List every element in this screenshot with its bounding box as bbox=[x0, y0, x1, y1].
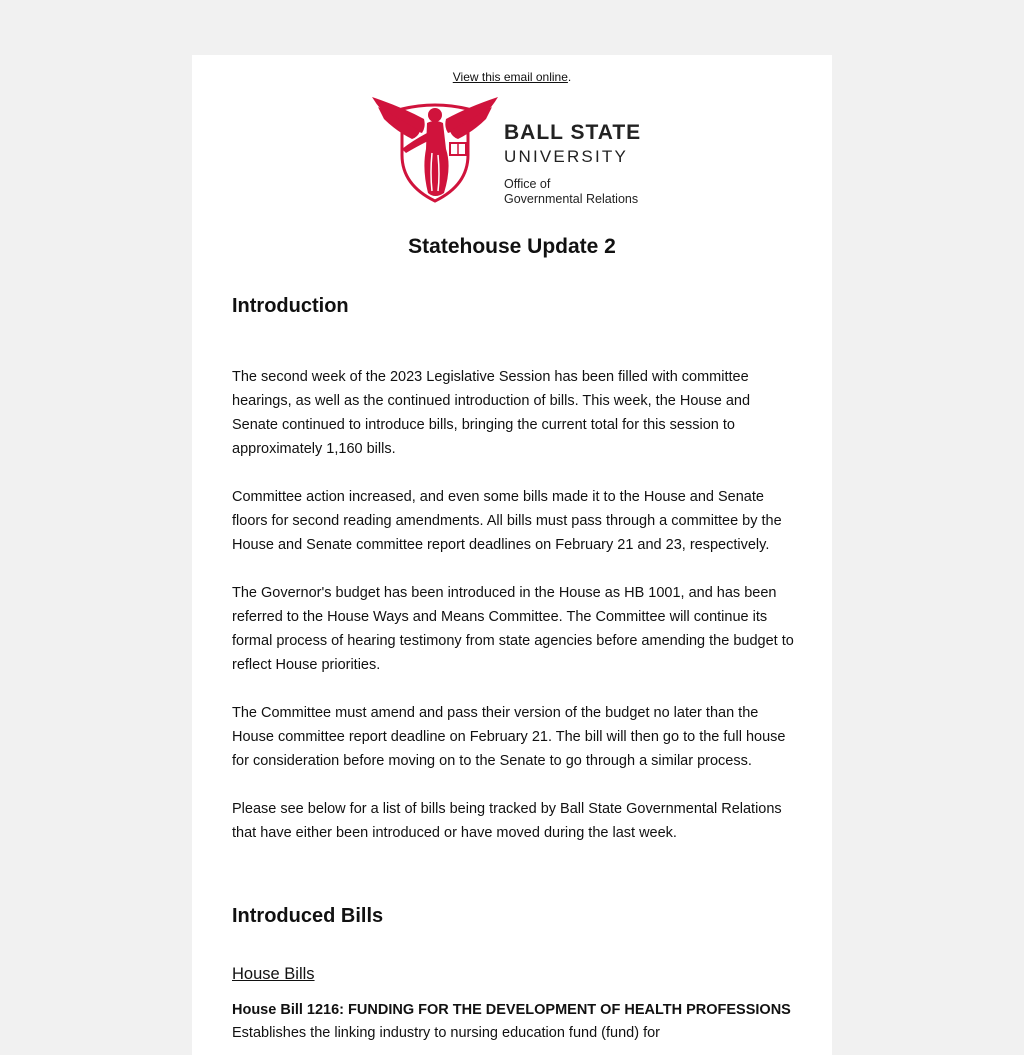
intro-paragraph: The Committee must amend and pass their version of the budget no later than the House committee report deadline on February 21. The bill will then go to the full house for consideration before moving on to the Senate to go through a similar process. bbox=[232, 705, 786, 769]
view-online-period: . bbox=[567, 70, 572, 84]
bill-title: House Bill 1216: FUNDING FOR THE DEVELOPMENT OF HEALTH PROFESSIONS bbox=[232, 1002, 791, 1018]
introduced-bills-heading: Introduced Bills bbox=[232, 905, 384, 927]
intro-paragraph: The second week of the 2023 Legislative Session has been filled with committee hearings, as well as the continued introduction of bills. This week, the House and Senate continued to introduce bills, bringing the current total for this session to approximately 1,160 bills. bbox=[232, 369, 751, 457]
view-email-online-link[interactable]: View this email online bbox=[452, 70, 568, 84]
intro-paragraph: Committee action increased, and even some bills made it to the House and Senate floors for second reading amendments. All bills must pass through a committee by the House and Senate committee report deadlines on February 21 and 23, respectively. bbox=[232, 489, 782, 553]
house-bills-subheading: House Bills bbox=[232, 965, 315, 983]
bill-description: Establishes the linking industry to nursing education fund (fund) for bbox=[232, 1025, 660, 1041]
ball-state-logo bbox=[372, 97, 654, 205]
introduction-heading: Introduction bbox=[232, 295, 349, 317]
intro-paragraph: The Governor's budget has been introduced in the House as HB 1001, and has been referred to the House Ways and Means Committee. The Committee will continue its formal process of hearing testimony from state agencies before amending the budget to reflect House priorities. bbox=[232, 585, 794, 673]
logo-line-governmental-relations: Governmental Relations bbox=[504, 192, 639, 206]
bill-entry bbox=[232, 999, 794, 1045]
cardinal-shield-emblem-icon bbox=[372, 97, 498, 205]
view-online-line bbox=[192, 70, 832, 84]
newsletter-content bbox=[232, 293, 794, 1045]
email-container bbox=[192, 55, 832, 1055]
newsletter-title: Statehouse Update 2 bbox=[408, 235, 616, 258]
logo-line-ball-state: BALL STATE bbox=[504, 121, 642, 144]
logo-line-office-of: Office of bbox=[504, 177, 551, 191]
logo-line-university: UNIVERSITY bbox=[504, 147, 629, 166]
intro-paragraph: Please see below for a list of bills being tracked by Ball State Governmental Relations that have either been introduced or have moved during the last week. bbox=[232, 801, 782, 841]
